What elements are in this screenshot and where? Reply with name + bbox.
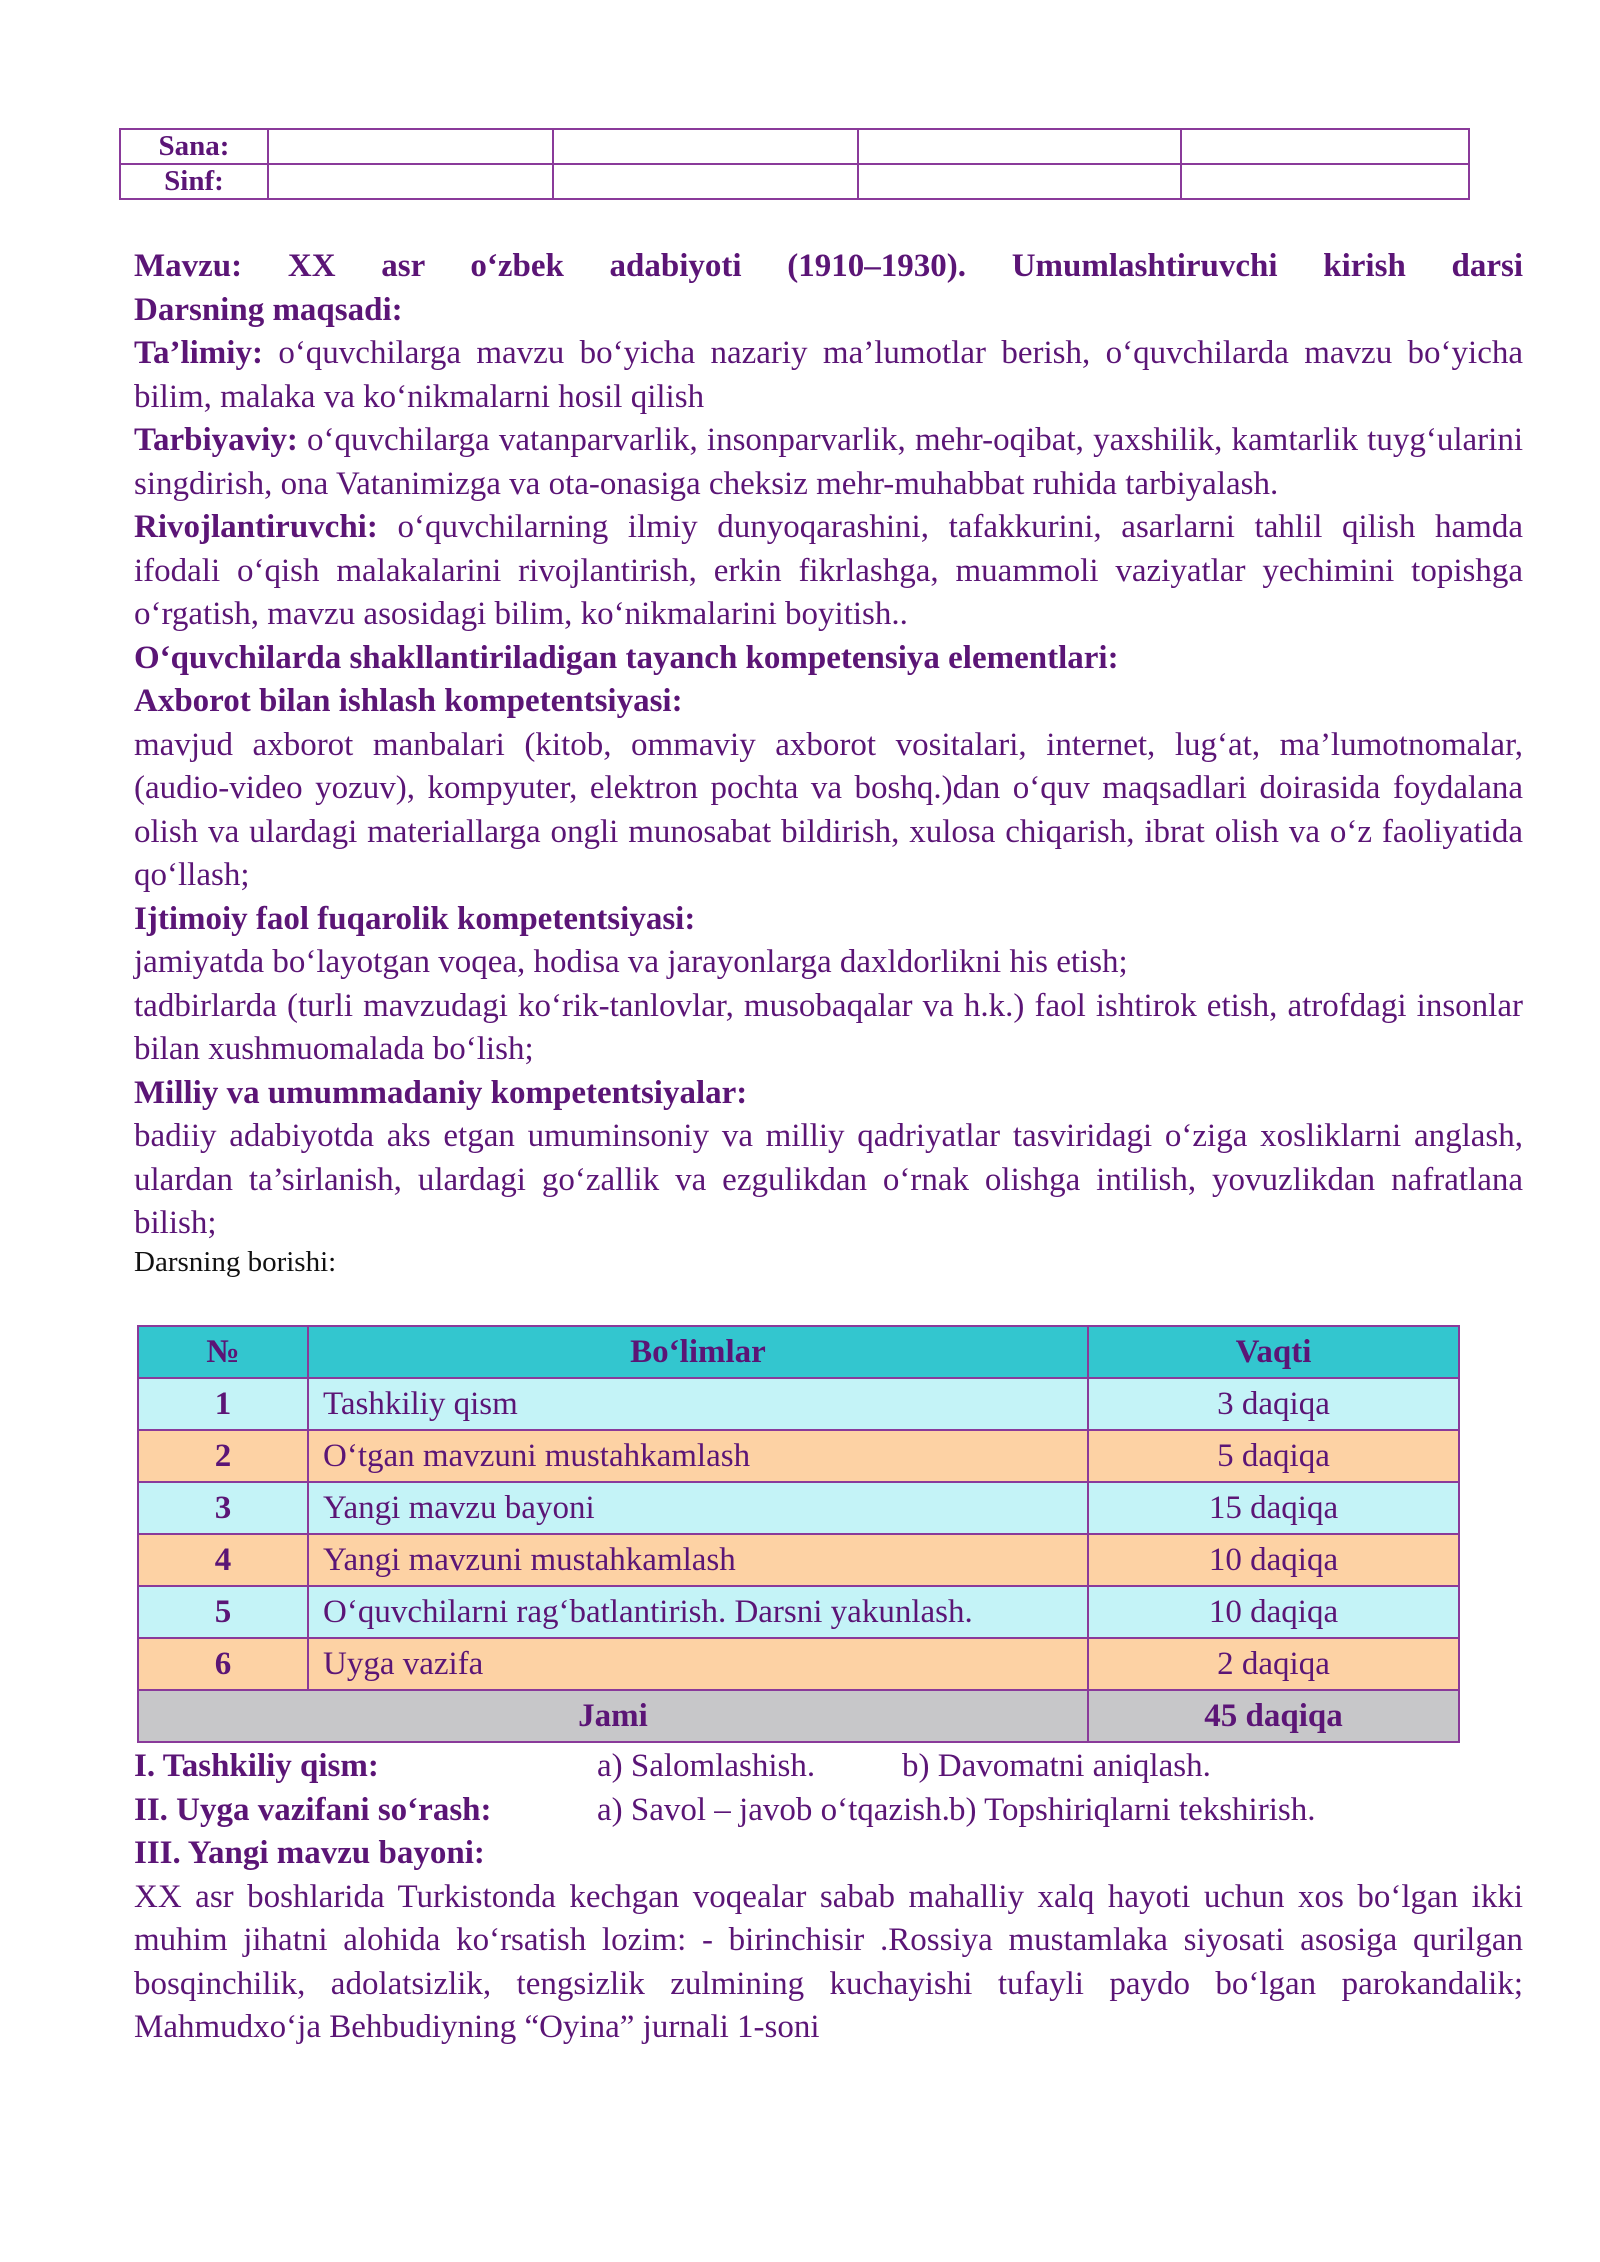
row-section: O‘quvchilarni rag‘batlantirish. Darsni yakunlash. [308,1586,1088,1638]
sana-cell[interactable] [268,129,553,164]
table-row [138,1482,1459,1534]
table-row [138,1586,1459,1638]
borishi-label: Darsning borishi: [134,1245,337,1278]
sinf-row [120,164,1469,199]
table-row [138,1378,1459,1430]
axborot-heading: Axborot bilan ishlash kompetentsiyasi: [134,683,683,719]
final-paragraph: XX asr boshlarida Turkistonda kechgan voqealar sabab mahalliy xalq hayoti uchun xos bo‘lgan ikki muhim jihatni alohida ko‘rsatish lozim: - birinchisir .Rossiya mustamlaka siyosati asosiga qurilgan bosqinchilik, adolatsizlik, tengsizlik zulmining kuchayishi tufayli paydo bo‘lgan parokandalik; Mahmudxo‘ja Behbudiyning “Oyina” jurnali 1-soni [134,1878,1523,2045]
talimiy-text: o‘quvchilarga mavzu bo‘yicha nazariy ma’lumotlar berish, o‘quvchilarda mavzu bo‘yicha bilim, malaka va ko‘nikmalarni hosil qilish [134,335,1523,415]
tarbiyaviy-text: o‘quvchilarga vatanparvarlik, insonparvarlik, mehr-oqibat, yaxshilik, kamtarlik tuyg‘ularini singdirish, ona Vatanimizga va ota-onasiga cheksiz mehr-muhabbat ruhida tarbiyalash. [134,422,1523,502]
row-time: 15 daqiqa [1088,1482,1459,1534]
tarbiyaviy-label: Tarbiyaviy: [134,422,298,458]
tarbiyaviy-paragraph [134,419,1523,506]
sana-label: Sana: [120,129,268,164]
row-number: 5 [138,1586,308,1638]
ijtimoiy-text-1: jamiyatda bo‘layotgan voqea, hodisa va jarayonlarga daxldorlikni his etish; [134,944,1128,980]
lesson-plan-body [134,245,1523,1278]
ijtimoiy-heading: Ijtimoiy faol fuqarolik kompetentsiyasi: [134,900,696,937]
date-class-table [119,128,1470,200]
row-section: O‘tgan mavzuni mustahkamlash [308,1430,1088,1482]
header-sections: Bo‘limlar [308,1326,1088,1378]
mavzu-label: Mavzu: [134,248,243,284]
step-3-heading: III. Yangi mavzu bayoni: [134,1835,485,1871]
row-number: 1 [138,1378,308,1430]
table-row [138,1430,1459,1482]
mavzu-line [134,245,1523,289]
rivojlantiruvchi-text: o‘quvchilarning ilmiy dunyoqarashini, tafakkurini, asarlarni tahlil qilish hamda ifodali o‘qish malakalarini rivojlantirish, erkin fikrlashga, muammoli vaziyatlar yechimini topishga o‘rgatish, mavzu asosidagi bilim, ko‘nikmalarini boyitish.. [134,509,1523,632]
sana-cell[interactable] [553,129,858,164]
total-label: Jami [138,1690,1088,1742]
row-section: Uyga vazifa [308,1638,1088,1690]
step-2-a: a) Savol – javob o‘tqazish. [597,1791,950,1828]
step-1-a: a) Salomlashish. [597,1748,816,1784]
step-2-b: b) Topshiriqlarni tekshirish. [949,1791,1316,1828]
row-number: 4 [138,1534,308,1586]
total-row [138,1690,1459,1742]
lesson-schedule-table [137,1325,1460,1743]
maqsad-heading: Darsning maqsadi: [134,291,403,328]
milliy-heading: Milliy va umummadaniy kompetentsiyalar: [134,1074,748,1111]
row-time: 5 daqiqa [1088,1430,1459,1482]
row-number: 6 [138,1638,308,1690]
mavzu-text: XX asr o‘zbek adabiyoti (1910–1930). Umumlashtiruvchi kirish darsi [287,248,1524,284]
talimiy-paragraph [134,332,1523,419]
rivojlantiruvchi-paragraph [134,506,1523,637]
row-time: 3 daqiqa [1088,1378,1459,1430]
step-1-b: b) Davomatni aniqlash. [902,1748,1211,1784]
row-time: 2 daqiqa [1088,1638,1459,1690]
total-time: 45 daqiqa [1088,1690,1459,1742]
talimiy-label: Ta’limiy: [134,335,263,371]
sinf-cell[interactable] [858,164,1181,199]
sana-cell[interactable] [858,129,1181,164]
sana-row [120,129,1469,164]
step-1-heading: I. Tashkiliy qism: [134,1748,379,1784]
sinf-cell[interactable] [553,164,858,199]
row-number: 3 [138,1482,308,1534]
row-time: 10 daqiqa [1088,1534,1459,1586]
axborot-text: mavjud axborot manbalari (kitob, ommaviy axborot vositalari, internet, lug‘at, ma’lumotnomalar, (audio-video yozuv), kompyuter, elektron pochta va boshq.)dan o‘quv maqsadlari doirasida foydalana olish va ulardagi materiallarga ongli munosabat bildirish, xulosa chiqarish, ibrat olish va o‘z faoliyatida qo‘llash; [134,726,1523,893]
row-section: Tashkiliy qism [308,1378,1088,1430]
row-section: Yangi mavzu bayoni [308,1482,1088,1534]
step-2 [134,1789,1523,1833]
sana-cell[interactable] [1181,129,1469,164]
row-time: 10 daqiqa [1088,1586,1459,1638]
sinf-cell[interactable] [268,164,553,199]
schedule-header-row [138,1326,1459,1378]
table-row [138,1534,1459,1586]
milliy-text: badiiy adabiyotda aks etgan umuminsoniy va milliy qadriyatlar tasviridagi o‘ziga xosliklarni anglash, ulardan ta’sirlanish, ulardagi go‘zallik va ezgulikdan o‘rnak olishga intilish, yovuzlikdan nafratlana bilish; [134,1118,1523,1241]
header-time: Vaqti [1088,1326,1459,1378]
step-1 [134,1745,1523,1789]
step-2-heading: II. Uyga vazifani so‘rash: [134,1791,492,1828]
lesson-steps [134,1745,1523,2050]
row-section: Yangi mavzuni mustahkamlash [308,1534,1088,1586]
rivojlantiruvchi-label: Rivojlantiruvchi: [134,509,378,545]
sinf-cell[interactable] [1181,164,1469,199]
table-row [138,1638,1459,1690]
header-number: № [138,1326,308,1378]
ijtimoiy-text-2: tadbirlarda (turli mavzudagi ko‘rik-tanlovlar, musobaqalar va h.k.) faol ishtirok etish, atrofdagi insonlar bilan xushmuomalada bo‘lish; [134,987,1523,1067]
row-number: 2 [138,1430,308,1482]
sinf-label: Sinf: [120,164,268,199]
kompetensiya-heading: O‘quvchilarda shakllantiriladigan tayanch kompetensiya elementlari: [134,639,1119,676]
